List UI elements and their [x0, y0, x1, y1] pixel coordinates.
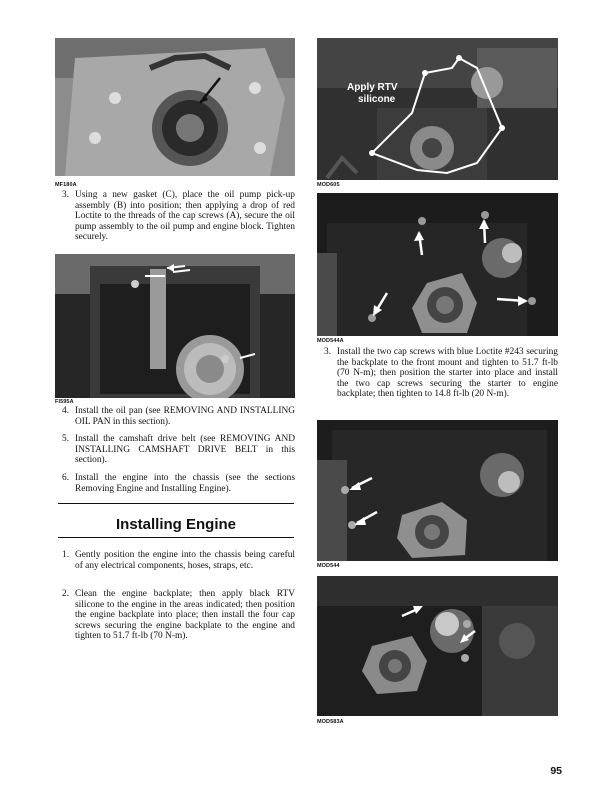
step-6-install-engine [62, 473, 295, 494]
step-4-oil-pan [62, 406, 295, 427]
step-5-camshaft-belt [62, 434, 295, 466]
step-number: 6. [62, 473, 70, 483]
photo-oil-pump-housing [55, 38, 295, 176]
figure-caption-mod544: MOD544 [317, 563, 340, 569]
photo-backplate-cap-screws [317, 193, 558, 336]
install-step-2 [62, 589, 295, 642]
step-text: Using a new gasket (C), place the oil pump pick-up assembly (B) into position; then applying a drop of red Loctite to the threads of the cap screws (A), secure the oil pump assembly to the oil pump and engine block. Tighten securely. [75, 190, 295, 243]
page-number: 95 [550, 765, 562, 777]
section-heading: Installing Engine [115, 516, 236, 533]
figure-caption-mod605: MOD605 [317, 182, 340, 188]
step-text: Install the engine into the chassis (see the sections Removing Engine and Installing Engine). [75, 473, 295, 494]
step-number: 3. [62, 190, 70, 200]
figure-caption-fi595a: FI595A [55, 399, 74, 405]
figure-caption-mod544a: MOD544A [317, 338, 344, 344]
step-number: 4. [62, 406, 70, 416]
step-text: Install the camshaft drive belt (see REMOVING AND INSTALLING CAMSHAFT DRIVE BELT in this section). [75, 434, 295, 466]
photo-starter-screws [317, 420, 558, 561]
step-text: Clean the engine backplate; then apply black RTV silicone to the engine in the areas indicated; then position the engine backplate into place; then install the four cap screws securing the engine backplate to the engine and tighten to 51.7 ft-lb (70 N-m). [75, 589, 295, 642]
step-number: 2. [62, 589, 70, 599]
step-text: Install the two cap screws with blue Loctite #243 securing the backplate to the front mount and tighten to 51.7 ft-lb (70 N-m); then position the starter into place and install the two cap screws securing the starter to engine backplate; then tighten to 14.8 ft-lb (20 N-m). [337, 347, 558, 400]
step-number: 5. [62, 434, 70, 444]
step-number: 1. [62, 550, 70, 560]
step-text: Install the oil pan (see REMOVING AND INSTALLING OIL PAN in this section). [75, 406, 295, 427]
photo-oil-pump-pickup [55, 254, 295, 398]
figure-caption-mod583a: MOD583A [317, 719, 344, 725]
heading-rule-bottom [58, 537, 294, 538]
overlay-label-line1: Apply RTV [347, 82, 398, 93]
figure-caption-mf180a: MF180A [55, 182, 77, 188]
step-text: Gently position the engine into the chassis being careful of any electrical components, hoses, straps, etc. [75, 550, 295, 571]
install-step-1 [62, 550, 295, 571]
step-3-backplate-screws [324, 347, 558, 400]
step-number: 3. [324, 347, 332, 357]
heading-rule-top [58, 503, 294, 504]
photo-starter-backplate [317, 576, 558, 716]
step-3-oil-pump [62, 190, 295, 243]
photo-rtv-silicone-areas [317, 38, 558, 180]
overlay-label-line2: silicone [358, 94, 396, 105]
